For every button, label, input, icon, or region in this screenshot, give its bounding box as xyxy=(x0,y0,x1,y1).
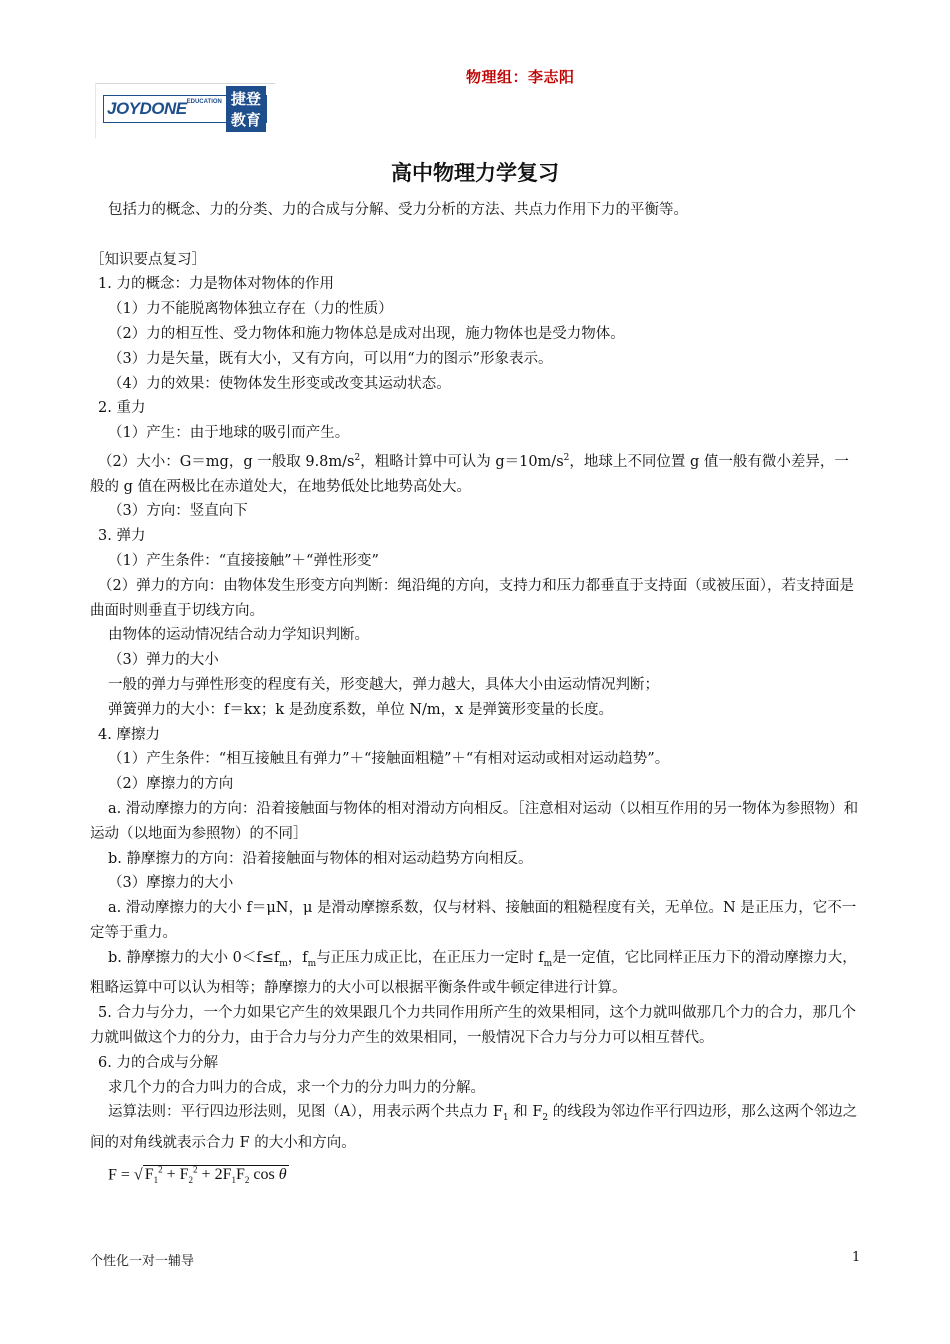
item-1-4: （4）力的效果：使物体发生形变或改变其运动状态。 xyxy=(108,375,451,392)
item-3-3a: 一般的弹力与弹性形变的程度有关，形变越大，弹力越大，具体大小由运动情况判断； xyxy=(108,676,659,693)
item-6-2: 运算法则：平行四边形法则，见图（A），用表示两个共点力 $F_1$ 和 $F_2$ 的线段为邻边作平行四边形，那么这两个邻边之间的对角线就表示合力 F 的大小和方向。 xyxy=(90,1104,858,1152)
document-body xyxy=(90,198,862,1186)
item-6-1: 求几个力的合力叫力的合成，求一个力的分力叫力的分解。 xyxy=(108,1079,485,1096)
intro-paragraph: 包括力的概念、力的分类、力的合成与分解、受力分析的方法、共点力作用下力的平衡等。 xyxy=(108,202,688,218)
item-3-2b: 由物体的运动情况结合动力学知识判断。 xyxy=(108,627,369,644)
item-2: 2. 重力 xyxy=(98,400,146,417)
item-4: 4. 摩擦力 xyxy=(98,726,160,743)
item-4-3b: b. 静摩擦力的大小 $0<f\le f_m$，$f_m$与正压力成正比，在正压力一定时 $f_m$是一定值，它比同样正压力下的滑动摩擦力大，粗略运算中可以认为相等；静摩擦力的大小可以根据平衡条件或牛顿定律进行计算。 xyxy=(90,949,857,997)
author-label: 物理组：李志阳 xyxy=(466,68,575,86)
item-3: 3. 弹力 xyxy=(98,528,146,545)
item-1-3: （3）力是矢量，既有大小，又有方向，可以用“力的图示”形象表示。 xyxy=(108,350,553,367)
item-4-3a: a. 滑动摩擦力的大小 f＝μN，μ 是滑动摩擦系数，仅与材料、接触面的粗糙程度有关，无单位。N 是正压力，它不一定等于重力。 xyxy=(90,900,857,941)
item-4-2b: b. 静摩擦力的方向：沿着接触面与物体的相对运动趋势方向相反。 xyxy=(108,850,533,867)
item-4-1: （1）产生条件：“相互接触且有弹力”＋“接触面粗糙”＋“有相对运动或相对运动趋势”。 xyxy=(108,751,670,768)
item-3-3b: 弹簧弹力的大小：f＝kx；k 是劲度系数，单位 N/m，x 是弹簧形变量的长度。 xyxy=(108,701,613,718)
logo-text-en: $JOYDONE^{EDUCATION}$ xyxy=(107,99,222,118)
item-1-2: （2）力的相互性、受力物体和施力物体总是成对出现，施力物体也是受力物体。 xyxy=(108,325,625,342)
section-heading: ［知识要点复习］ xyxy=(90,251,206,268)
item-2-2: （2）大小：G＝mg，g 一般取 $9.8m/s^2$，粗略计算中可认为 $g=10m/s^2$，地球上不同位置 g 值一般有微小差异，一般的 g 值在两极比在赤道处大，在地势低处比地势高处大。 xyxy=(90,452,849,495)
item-4-3: （3）摩擦力的大小 xyxy=(108,875,234,892)
item-3-2: （2）弹力的方向：由物体发生形变方向判断：绳沿绳的方向，支持力和压力都垂直于支持面（或被压面），若支持面是曲面时则垂直于切线方向。 xyxy=(90,577,854,619)
logo-subtext: EDUCATION xyxy=(186,99,222,105)
page-title: 高中物理力学复习 xyxy=(391,161,559,185)
logo-frame-vline xyxy=(95,83,96,138)
item-4-2a: a. 滑动摩擦力的方向：沿着接触面与物体的相对滑动方向相反。［注意相对运动（以相互作用的另一物体为参照物）和运动（以地面为参照物）的不同］ xyxy=(90,800,859,842)
logo xyxy=(103,90,267,129)
item-1-1: （1）力不能脱离物体独立存在（力的性质） xyxy=(108,301,393,318)
item-3-1: （1）产生条件：“直接接触”＋“弹性形变” xyxy=(108,552,379,569)
item-5: 5. 合力与分力，一个力如果它产生的效果跟几个力共同作用所产生的效果相同，这个力就叫做那几个力的合力，那几个力就叫做这个力的分力，由于合力与分力产生的效果相同，一般情况下合力与分力可以相互替代。 xyxy=(90,1005,856,1047)
item-2-1: （1）产生：由于地球的吸引而产生。 xyxy=(108,425,350,442)
resultant-force-formula: F = √ $F_1^2 + F_2^2 + 2F_1F_2$ cos θ xyxy=(108,1164,287,1186)
item-2-3: （3）方向：竖直向下 xyxy=(108,503,248,520)
logo-frame-line xyxy=(95,83,275,84)
page-number: 1 xyxy=(852,1250,861,1265)
footer-label: 个性化一对一辅导 xyxy=(90,1254,195,1269)
logo-text-cn: 捷登教育 xyxy=(226,86,266,132)
item-3-3: （3）弹力的大小 xyxy=(108,652,219,669)
item-1: 1. 力的概念：力是物体对物体的作用 xyxy=(98,276,334,293)
item-4-2: （2）摩擦力的方向 xyxy=(108,776,234,793)
item-6: 6. 力的合成与分解 xyxy=(98,1054,218,1071)
